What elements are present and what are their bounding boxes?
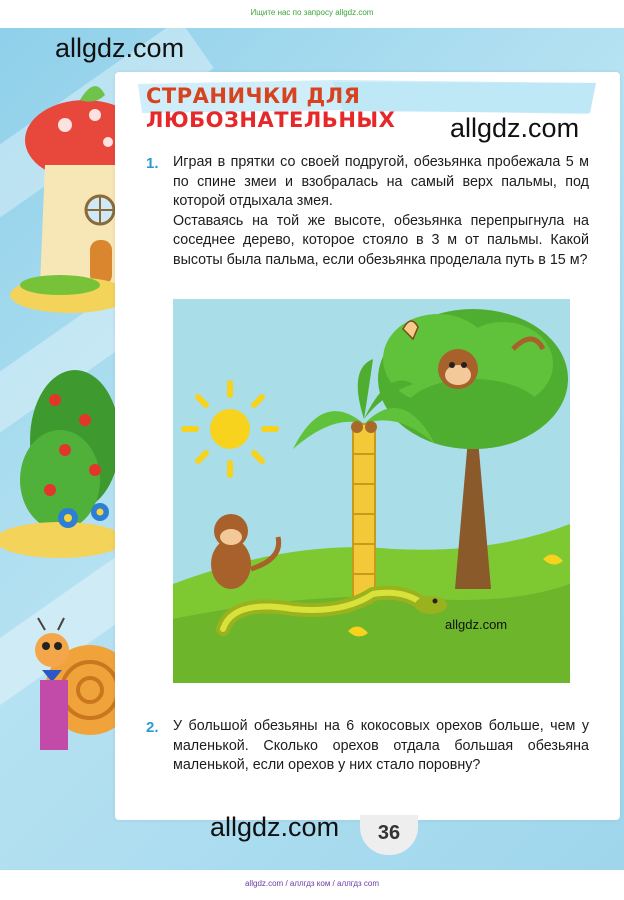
- banner-title-part2: ЛЮБОЗНАТЕЛЬНЫХ: [146, 108, 396, 132]
- task-1-text-part1: Играя в прятки со своей подругой, обезьянка пробежала 5 м по спине змеи и взобралась на самый верх пальмы, под которой отдыхала змея.: [173, 154, 589, 209]
- watermark-top-left: allgdz.com: [55, 33, 185, 63]
- banner-title-part1: СТРАНИЧКИ ДЛЯ: [146, 84, 361, 108]
- watermark-bottom: allgdz.com: [210, 812, 340, 842]
- task-2-text: У большой обезьяны на 6 кокосовых орехов больше, чем у маленькой. Сколько орехов отдала большая обезьяна маленькой, если орехов у них стало поровну?: [173, 718, 589, 773]
- sun-icon: [184, 383, 276, 475]
- snail-icon: [35, 618, 120, 750]
- header-note: Ищите нас по запросу allgdz.com: [250, 8, 374, 17]
- page-number: 36: [377, 822, 401, 844]
- task-illustration: [173, 299, 570, 683]
- watermark-image: allgdz.com: [445, 617, 508, 632]
- task-1-text: [173, 153, 589, 270]
- task-2-number: 2.: [146, 719, 159, 736]
- bush-icon: [0, 370, 120, 558]
- watermark-top-right: allgdz.com: [450, 113, 580, 143]
- footer-note: allgdz.com / аллгдз ком / аллгдз com: [244, 879, 380, 888]
- mushroom-house-icon: [10, 86, 120, 313]
- task-1-text-part2: Оставаясь на той же высоте, обезьянка перепрыгнула на соседнее дерево, которое стояло в 3 м от пальмы. Какой высоты была пальма, если обезьянка проделала путь в 15 м?: [173, 212, 589, 268]
- task-1-number: 1.: [146, 155, 159, 172]
- side-illustration: [0, 70, 120, 770]
